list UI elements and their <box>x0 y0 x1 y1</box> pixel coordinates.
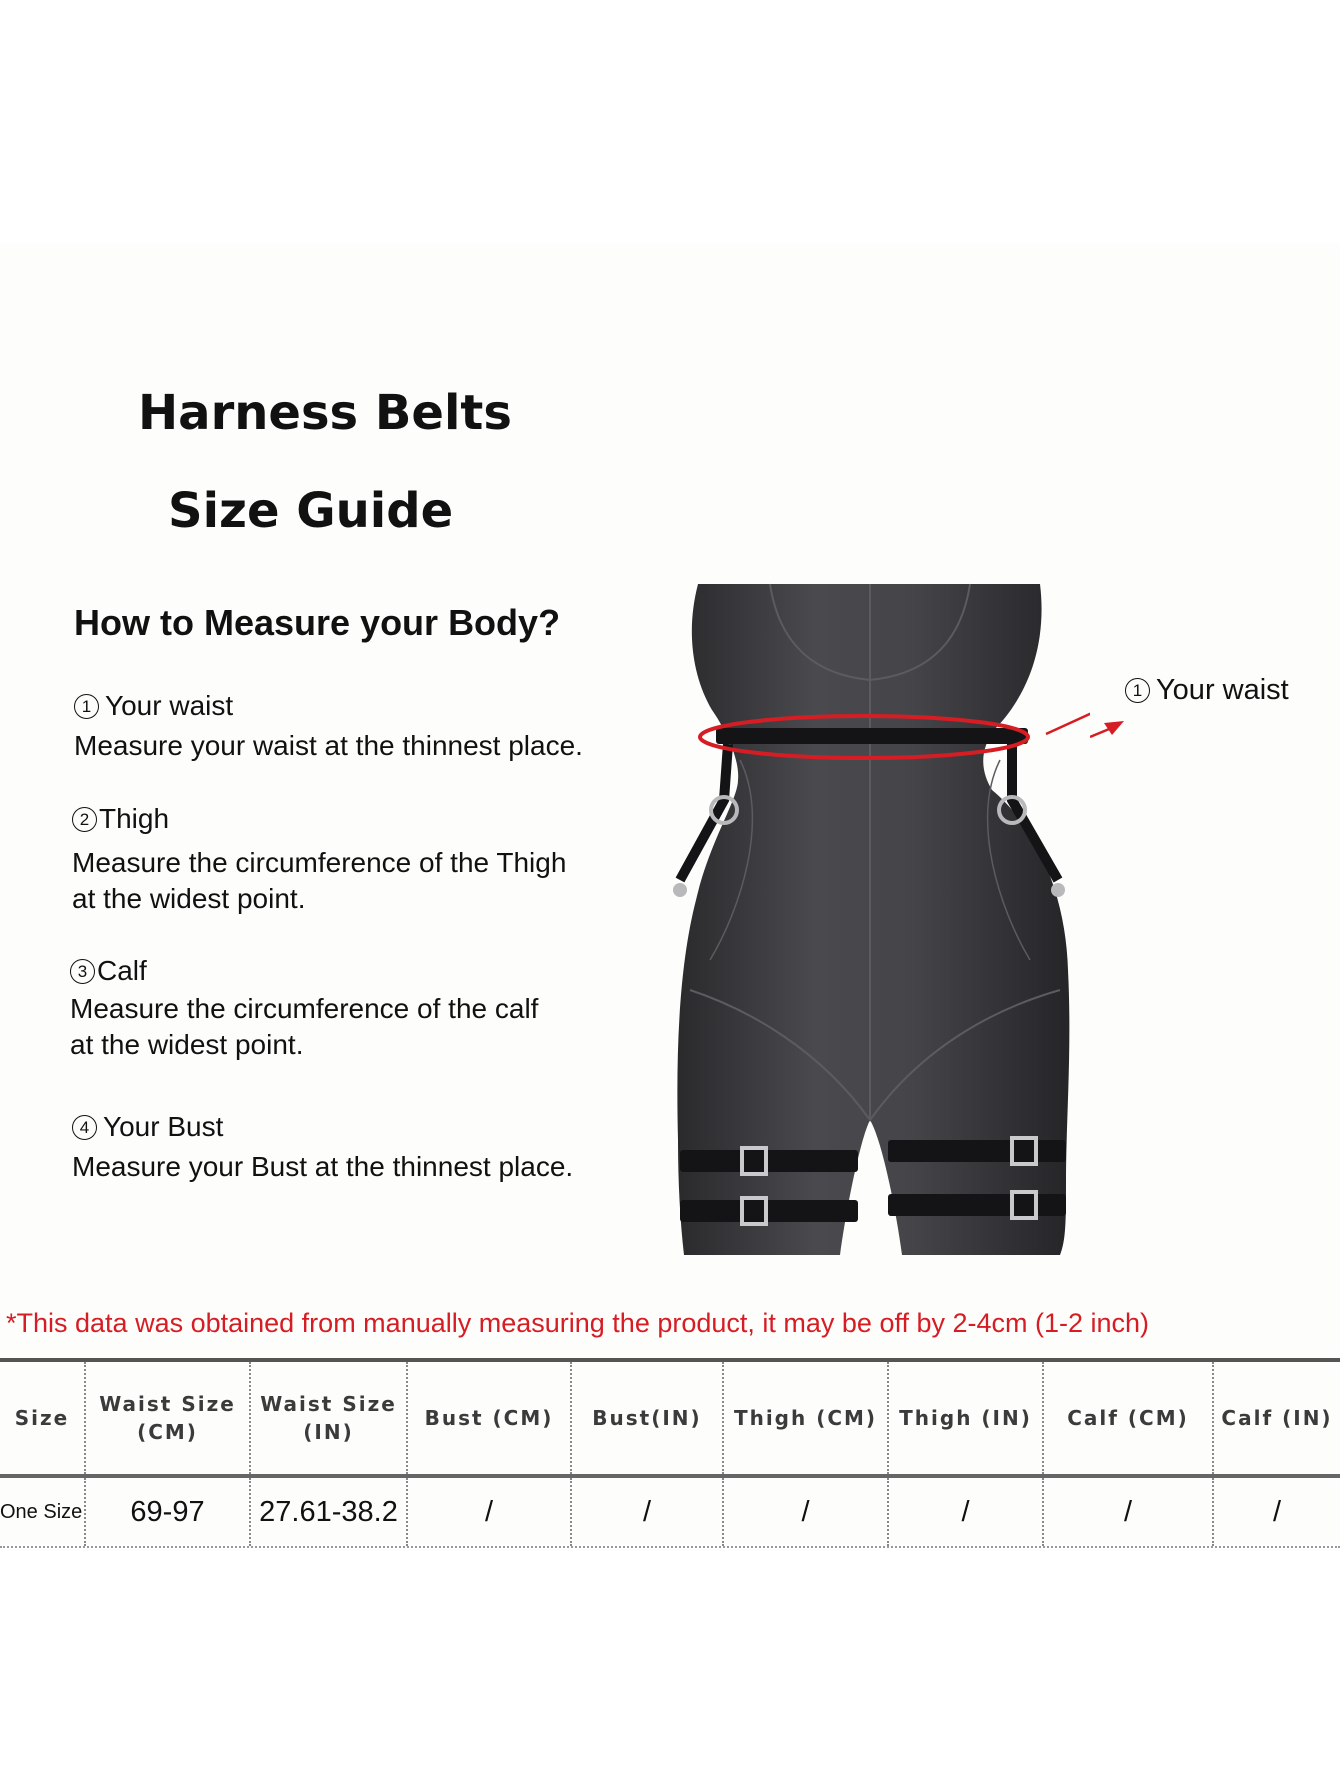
step-description: Measure the circumference of the calf <box>70 993 539 1024</box>
step-bust <box>72 1111 573 1185</box>
header-waist-in: Waist Size (IN) <box>251 1362 408 1474</box>
cell-calf-cm: / <box>1044 1478 1214 1546</box>
table-header-row <box>0 1362 1340 1474</box>
table-row <box>0 1478 1340 1546</box>
cell-size: One Size <box>0 1478 86 1546</box>
step-calf <box>70 955 538 1063</box>
step-number: 3 <box>70 959 95 984</box>
step-number: 2 <box>72 807 97 832</box>
step-description: at the widest point. <box>72 883 306 914</box>
page-subtitle: Size Guide <box>168 483 454 539</box>
step-waist <box>74 690 583 764</box>
cell-waist-cm: 69-97 <box>86 1478 251 1546</box>
cell-waist-in: 27.61-38.2 <box>251 1478 408 1546</box>
step-description: Measure your waist at the thinnest place. <box>74 730 583 761</box>
arrow-icon <box>1046 702 1090 734</box>
arrow-icon <box>1090 715 1130 745</box>
size-table <box>0 1358 1340 1548</box>
step-number: 1 <box>74 694 99 719</box>
header-size: Size <box>0 1362 86 1474</box>
header-thigh-cm: Thigh (CM) <box>724 1362 889 1474</box>
header-thigh-in: Thigh (IN) <box>889 1362 1044 1474</box>
callout-label: Your waist <box>1156 674 1289 706</box>
callout-number: 1 <box>1125 678 1150 703</box>
header-calf-cm: Calf (CM) <box>1044 1362 1214 1474</box>
step-description: at the widest point. <box>70 1029 304 1060</box>
step-description: Measure your Bust at the thinnest place. <box>72 1151 574 1182</box>
page-title: Harness Belts <box>138 385 512 441</box>
header-bust-cm: Bust (CM) <box>408 1362 572 1474</box>
disclaimer-note: *This data was obtained from manually measuring the product, it may be off by 2-4cm (1-2 inch) <box>6 1308 1150 1338</box>
waist-callout <box>1125 674 1289 707</box>
cell-bust-in: / <box>572 1478 724 1546</box>
step-title: Your Bust <box>103 1111 224 1142</box>
header-calf-in: Calf (IN) <box>1221 1406 1333 1430</box>
step-number: 4 <box>72 1115 97 1140</box>
step-title: Calf <box>97 955 147 986</box>
cell-thigh-cm: / <box>724 1478 889 1546</box>
cell-thigh-in: / <box>889 1478 1044 1546</box>
step-title: Your waist <box>105 690 234 721</box>
header-waist-cm: Waist Size (CM) <box>86 1362 251 1474</box>
step-thigh <box>72 803 566 917</box>
how-to-heading: How to Measure your Body? <box>74 602 561 643</box>
mannequin-photo <box>620 580 1090 1260</box>
cell-calf-in: / <box>1272 1495 1282 1528</box>
step-description: Measure the circumference of the Thigh <box>72 847 567 878</box>
cell-bust-cm: / <box>408 1478 572 1546</box>
step-title: Thigh <box>99 803 170 834</box>
header-bust-in: Bust(IN) <box>572 1362 724 1474</box>
table-bottom-rule <box>0 1546 1340 1548</box>
